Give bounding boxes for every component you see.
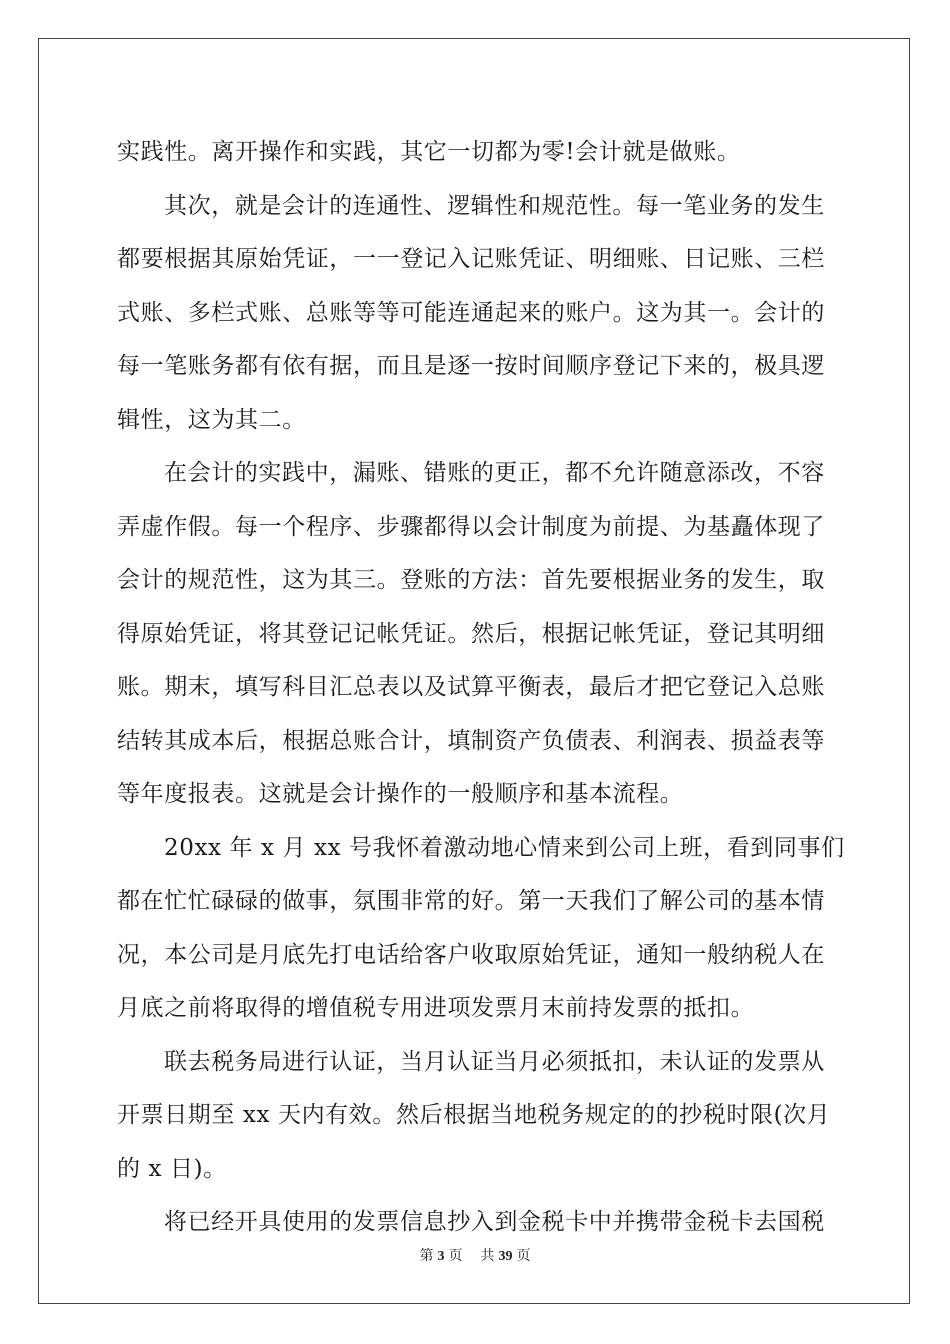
footer-page-number: 3 — [437, 1249, 445, 1264]
text-line: 式账、多栏式账、总账等等可能连通起来的账户。这为其一。会计的 — [117, 299, 825, 326]
text-line: 况，本公司是月底先打电话给客户收取原始凭证，通知一般纳税人在 — [117, 941, 825, 968]
page-footer — [0, 1245, 950, 1265]
text-line: 开票日期至 xx 天内有效。然后根据当地税务规定的的抄税时限(次月 — [117, 1102, 831, 1128]
text-line: 其次，就是会计的连通性、逻辑性和规范性。每一笔业务的发生 — [164, 192, 825, 219]
footer-total-pages: 39 — [498, 1249, 513, 1264]
text-line: 会计的规范性，这为其三。登账的方法：首先要根据业务的发生，取 — [117, 567, 825, 593]
text-line: 结转其成本后，根据总账合计，填制资产负债表、利润表、损益表等 — [117, 727, 825, 754]
footer-total-unit: 页 — [516, 1249, 531, 1264]
text-line: 月底之前将取得的增值税专用进项发票月末前持发票的抵扣。 — [117, 995, 755, 1021]
text-line: 20xx 年 x 月 xx 号我怀着激动地心情来到公司上班，看到同事们 — [164, 834, 845, 861]
text-line: 将已经开具使用的发票信息抄入到金税卡中并携带金税卡去国税 — [164, 1209, 825, 1235]
text-line: 得原始凭证，将其登记记帐凭证。然后，根据记帐凭证，登记其明细 — [117, 620, 825, 647]
footer-total-prefix: 共 — [480, 1249, 495, 1264]
text-line: 每一笔账务都有依有据，而且是逐一按时间顺序登记下来的，极具逻 — [117, 353, 825, 379]
text-line: 等年度报表。这就是会计操作的一般顺序和基本流程。 — [117, 781, 684, 807]
text-line: 在会计的实践中，漏账、错账的更正，都不允许随意添改，不容 — [164, 460, 825, 486]
text-line: 实践性。离开操作和实践，其它一切都为零!会计就是做账。 — [117, 139, 741, 165]
text-line: 联去税务局进行认证，当月认证当月必须抵扣，未认证的发票从 — [164, 1048, 825, 1075]
document-body — [117, 126, 845, 1250]
text-line: 辑性，这为其二。 — [117, 406, 306, 433]
text-line: 的 x 日)。 — [117, 1155, 227, 1182]
text-line: 账。期末，填写科目汇总表以及试算平衡表，最后才把它登记入总账 — [117, 674, 825, 700]
text-line: 弄虚作假。每一个程序、步骤都得以会计制度为前提、为基矗体现了 — [117, 513, 825, 540]
text-line: 都要根据其原始凭证，一一登记入记账凭证、明细账、日记账、三栏 — [117, 246, 825, 272]
text-line: 都在忙忙碌碌的做事，氛围非常的好。第一天我们了解公司的基本情 — [117, 888, 825, 914]
footer-prefix: 第 — [419, 1249, 434, 1264]
footer-page-unit: 页 — [448, 1249, 463, 1264]
